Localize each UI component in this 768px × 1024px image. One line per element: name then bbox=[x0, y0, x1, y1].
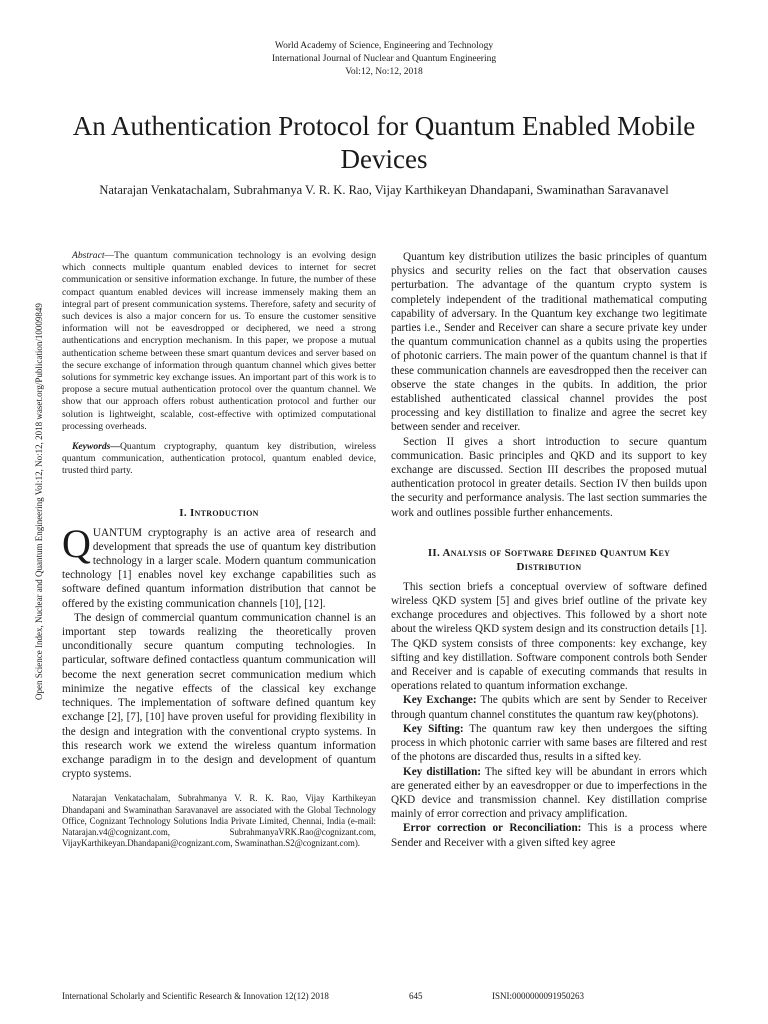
paper-title: An Authentication Protocol for Quantum Enabled Mobile Devices bbox=[72, 111, 696, 174]
section-heading-analysis: II. Analysis of Software Defined Quantum Key Distribution bbox=[427, 546, 671, 573]
journal-header-line1: World Academy of Science, Engineering and Technology bbox=[274, 41, 494, 51]
footer-publisher: International Scholarly and Scientific Research & Innovation 12(12) 2018 bbox=[62, 991, 329, 1001]
key-exchange-label: Key Exchange: bbox=[403, 694, 477, 707]
abstract-label: Abstract bbox=[72, 250, 105, 261]
intro-paragraph-1-text: UANTUM cryptography is an active area of research and development that spreads the use of quantum key distribution technology in a larger scale. Modern quantum communication technology [1] enables novel key exchange capabilities such as software defined quantum information distribution that cannot be offered by the existing communication channels [10], [12]. bbox=[62, 526, 376, 610]
sidebar-publication-info bbox=[34, 303, 44, 700]
key-distillation-paragraph bbox=[391, 765, 707, 822]
section-heading-introduction: I. Introduction bbox=[179, 506, 259, 519]
key-exchange-text: The qubits which are sent by Sender to Receiver through quantum channel constitutes the quantum raw key(photons). bbox=[391, 694, 707, 721]
paper-authors: Natarajan Venkatachalam, Subrahmanya V. R. K. Rao, Vijay Karthikeyan Dhandapani, Swaminathan Saravanavel bbox=[99, 183, 669, 197]
journal-header bbox=[0, 40, 768, 79]
key-distillation-text: The sifted key will be abundant in errors which are generated either by an eavesdropper or due to imperfections in the QKD device and transmission channel. Key distillation comprise mainly of error correction and privacy amplification. bbox=[391, 765, 707, 821]
key-sifting-text: The quantum raw key then undergoes the sifting process in which photonic carrier with same bases are filtered and rest of the photons are discarded thus, results in a sifted key. bbox=[391, 722, 707, 764]
intro-paragraph-2: The design of commercial quantum communication channel is an important step towards realizing the theoretically proven unconditionally secure quantum computing technologies. In particular, software defined contactless quantum communication will become the next generation secret communication medium which minimize the negative effects of the classical key exchange techniques. The implementation of software defined quantum key exchange [2], [7], [10] have proven useful for providing flexibility in the design and integration with the conventional crypto systems. In this research work we extend the wireless quantum information exchange paradigm in to the design and development of quantum crypto systems. bbox=[62, 611, 376, 781]
intro-paragraph-1 bbox=[62, 520, 376, 611]
sidebar-publication-text: Open Science Index, Nuclear and Quantum Engineering Vol:12, No:12, 2018 waset.org/Publication/10009849 bbox=[34, 303, 44, 700]
error-correction-paragraph bbox=[391, 821, 707, 849]
footer-isni: ISNI:0000000091950263 bbox=[492, 991, 584, 1001]
journal-header-line2: International Journal of Nuclear and Quantum Engineering bbox=[271, 54, 497, 64]
key-sifting-paragraph bbox=[391, 722, 707, 765]
key-exchange-paragraph bbox=[391, 693, 707, 721]
footer-page-number: 645 bbox=[409, 991, 423, 1001]
journal-header-line3: Vol:12, No:12, 2018 bbox=[345, 67, 423, 77]
key-distillation-label: Key distillation: bbox=[403, 765, 482, 778]
keywords-label: Keywords— bbox=[72, 441, 120, 453]
error-correction-text: This is a process where Sender and Receiver with a given sifted key agree bbox=[391, 822, 708, 849]
keywords-text: Quantum cryptography, quantum key distribution, wireless quantum communication, authentication protocol, quantum enabled device, trusted third party. bbox=[62, 441, 376, 477]
key-sifting-label: Key Sifting: bbox=[403, 722, 464, 735]
right-column bbox=[391, 250, 707, 850]
right-paragraph-3: This section briefs a conceptual overview of software defined wireless QKD system [5] and gives brief outline of the private key exchange procedures and objectives. This followed by a short note about the wireless QKD system design and its construction details [1]. The QKD system consists of three components: key exchange, key sifting and key distillation. Software component controls both Sender and Receiver and is capable of executing commands that results in operations related to quantum information exchange. bbox=[391, 580, 707, 693]
author-footnote: Natarajan Venkatachalam, Subrahmanya V. R. K. Rao, Vijay Karthikeyan Dhandapani and Swaminathan Saravanavel are associated with the Global Technology Office, Cognizant Technology Solutions India Private Limited, Chennai, India (e-mail: Natarajan.v4@cognizant.com, SubrahmanyaVRK.Rao@cognizant.com, VijayKarthikeyan.Dhandapani@cognizant.com, Swaminathan.S2@cognizant.com). bbox=[62, 793, 376, 849]
keywords bbox=[62, 441, 376, 478]
dropcap-letter: Q bbox=[62, 520, 91, 566]
right-paragraph-1: Quantum key distribution utilizes the basic principles of quantum physics and security relies on the fact that observation causes perturbation. The advantage of the quantum crypto system is completely independent of the traditional mathematical computing capability of adversary. In the Quantum key exchange two legitimate parties i.e., Sender and Receiver can share a secure private key under the quantum communication channel as a qubits using the properties of photonic carriers. The main power of the quantum channel is that if these communication channels are eavesdropped then the receiver can observe the state changes in the qubits. In addition, the prior established authenticated classical channel provides the post processing and key distillation to finalize and agree the secret key between sender and receiver. bbox=[391, 251, 707, 434]
left-column bbox=[62, 250, 376, 849]
right-paragraph-2: Section II gives a short introduction to secure quantum communication. Basic principles and QKD and its support to key exchange are discussed. Section III describes the proposed mutual authentication protocol in greater details. Section IV then builds upon the security and performance analysis. The last section summaries the work and outlines possible further enhancements. bbox=[391, 435, 707, 519]
error-correction-label: Error correction or Reconciliation: bbox=[403, 822, 582, 835]
abstract-text: —The quantum communication technology is an evolving design which connects multiple quantum enabled devices to internet for secret communication or sensitive information exchange. In future, the number of these compact quantum enabled devices will increase immensely making them an integral part of present communication systems. Therefore, safety and security of such devices is also a major concern for us. To ensure the customer sensitive information will not be eavesdropped or deciphered, we need a strong authentications and encryption mechanism. In this paper, we propose a mutual authentication scheme between these smart quantum devices and server based on the secure exchange of information through quantum channel which gives better solutions for symmetric key exchange issues. An important part of this work is to propose a secure mutual authentication protocol over the quantum channel. We show that our approach offers robust authentication protocol and further our solution is lightweight, scalable, cost-effective with optimized computational processing overheads. bbox=[62, 250, 376, 432]
abstract bbox=[62, 250, 376, 433]
